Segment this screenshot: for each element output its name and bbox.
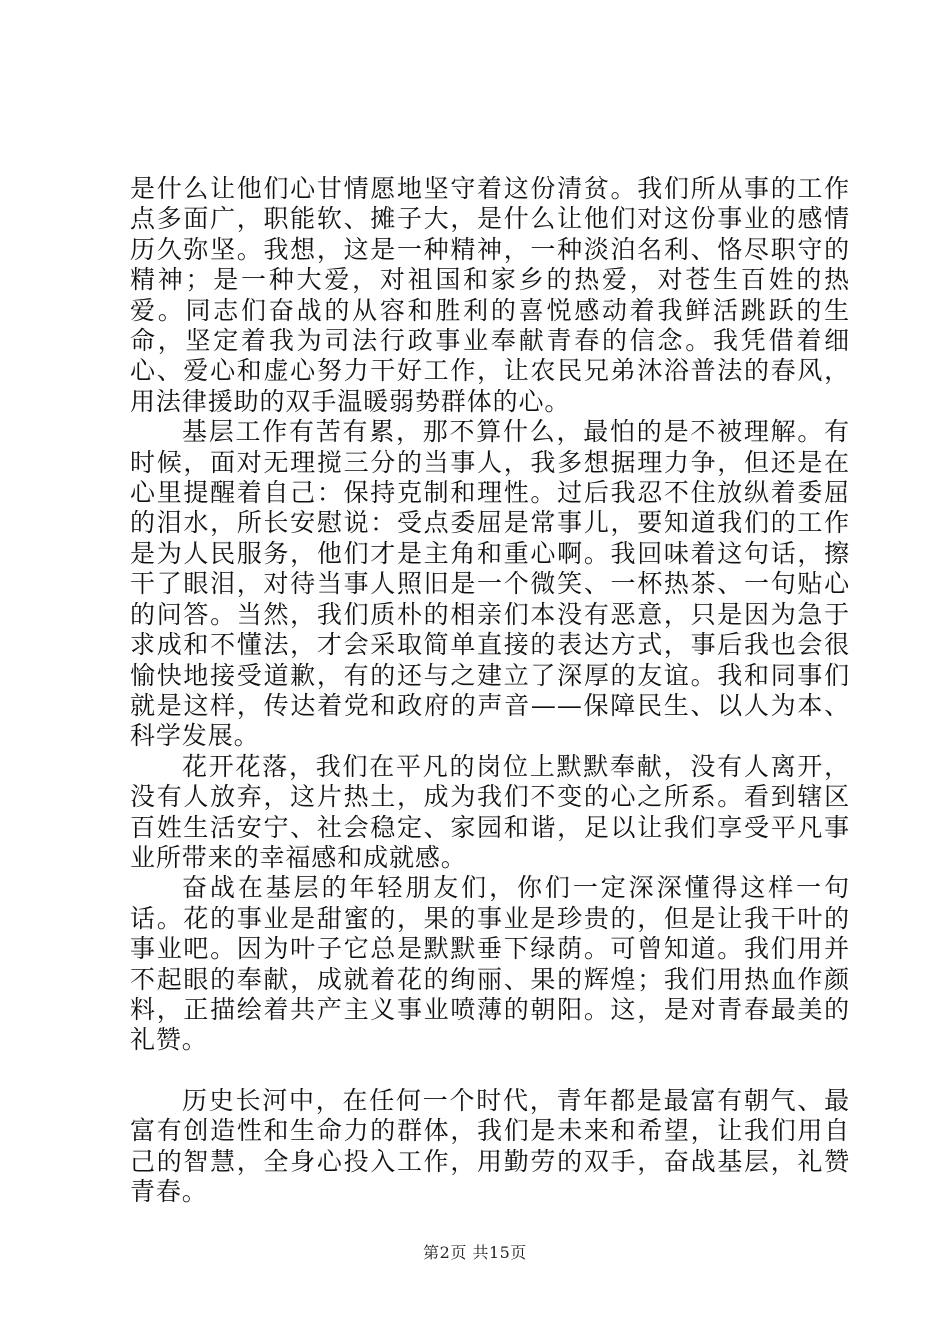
paragraph-4: 奋战在基层的年轻朋友们，你们一定深深懂得这样一句话。花的事业是甜蜜的，果的事业是珍贵的，但是让我干叶的事业吧。因为叶子它总是默默垂下绿荫。可曾知道。我们用并不起眼的奉献，成就着花的绚丽、果的辉煌；我们用热血作颜料，正描绘着共产主义事业喷薄的朝阳。这，是对青春最美的礼赞。: [130, 873, 850, 1055]
paragraph-2: 基层工作有苦有累，那不算什么，最怕的是不被理解。有时候，面对无理搅三分的当事人，我多想据理力争，但还是在心里提醒着自己：保持克制和理性。过后我忍不住放纵着委屈的泪水，所长安慰说：受点委屈是常事儿，要知道我们的工作是为人民服务，他们才是主角和重心啊。我回味着这句话，擦干了眼泪，对待当事人照旧是一个微笑、一杯热茶、一句贴心的问答。当然，我们质朴的相亲们本没有恶意，只是因为急于求成和不懂法，才会采取简单直接的表达方式，事后我也会很愉快地接受道歉，有的还与之建立了深厚的友谊。我和同事们就是这样，传达着党和政府的声音——保障民生、以人为本、科学发展。: [130, 417, 850, 751]
page-number-footer: 第2页 共15页: [423, 1243, 527, 1262]
paragraph-3: 花开花落，我们在平凡的岗位上默默奉献，没有人离开，没有人放弃，这片热土，成为我们不变的心之所系。看到辖区百姓生活安宁、社会稳定、家园和谐，足以让我们享受平凡事业所带来的幸福感和成就感。: [130, 751, 850, 872]
paragraph-spacer: [130, 1056, 850, 1086]
document-body: [130, 174, 850, 1207]
paragraph-5: 历史长河中，在任何一个时代，青年都是最富有朝气、最富有创造性和生命力的群体，我们是未来和希望，让我们用自己的智慧，全身心投入工作，用勤劳的双手，奋战基层，礼赞青春。: [130, 1085, 850, 1206]
paragraph-1: 是什么让他们心甘情愿地坚守着这份清贫。我们所从事的工作点多面广，职能软、摊子大，是什么让他们对这份事业的感情历久弥坚。我想，这是一种精神，一种淡泊名利、恪尽职守的精神；是一种大爱，对祖国和家乡的热爱，对苍生百姓的热爱。同志们奋战的从容和胜利的喜悦感动着我鲜活跳跃的生命，坚定着我为司法行政事业奉献青春的信念。我凭借着细心、爱心和虚心努力干好工作，让农民兄弟沐浴普法的春风，用法律援助的双手温暖弱势群体的心。: [130, 174, 850, 416]
